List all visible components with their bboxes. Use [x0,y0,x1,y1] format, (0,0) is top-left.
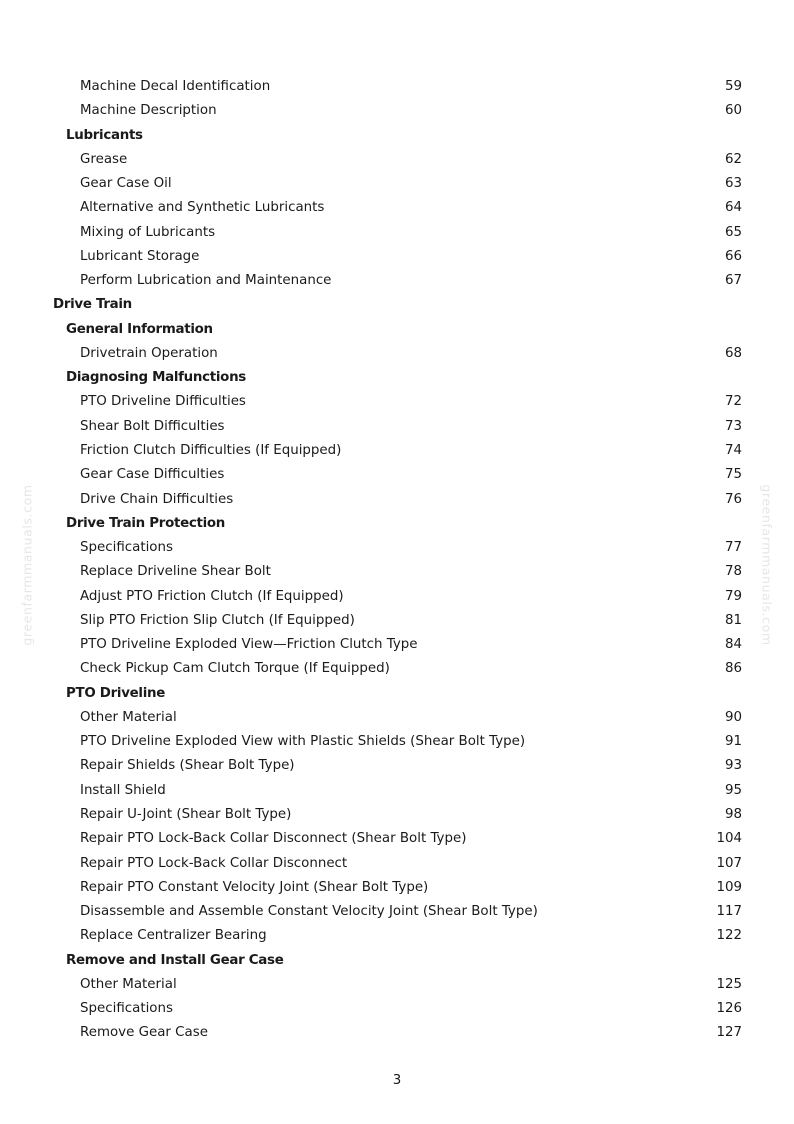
toc-entry[interactable] [0,1021,794,1045]
toc-entry[interactable] [0,827,794,851]
toc-entry-page: 74 [724,442,742,458]
toc-entry-title: Repair Shields (Shear Bolt Type) [80,758,295,774]
toc-entry-page: 66 [724,248,742,264]
toc-entry-page: 117 [716,904,742,920]
toc-entry[interactable] [0,488,794,512]
toc-entry-page: 126 [716,1001,742,1017]
toc-entry-title: Machine Description [80,103,217,119]
toc-entry[interactable] [0,269,794,293]
toc-entry-title: Lubricants [66,127,143,143]
toc-section-heading[interactable] [0,512,794,536]
table-of-contents [0,75,794,1046]
toc-entry-page: 84 [724,637,742,653]
toc-entry-page: 78 [724,564,742,580]
toc-entry-title: Install Shield [80,782,166,798]
toc-entry[interactable] [0,997,794,1021]
toc-entry[interactable] [0,172,794,196]
toc-entry[interactable] [0,439,794,463]
toc-entry-page: 79 [724,588,742,604]
toc-entry[interactable] [0,245,794,269]
toc-entry[interactable] [0,754,794,778]
toc-entry-title: Perform Lubrication and Maintenance [80,273,332,289]
toc-entry-page: 93 [724,758,742,774]
toc-entry-title: Drive Chain Difficulties [80,491,234,507]
toc-entry-page: 67 [724,273,742,289]
toc-entry-page: 125 [716,976,742,992]
toc-entry-title: Slip PTO Friction Slip Clutch (If Equipped) [80,612,355,628]
toc-entry-title: Grease [80,151,128,167]
toc-entry-title: Other Material [80,976,177,992]
toc-entry-page: 91 [724,734,742,750]
toc-entry[interactable] [0,148,794,172]
toc-entry-page: 72 [724,394,742,410]
toc-entry-title: Drive Train [53,297,132,313]
toc-entry-title: Machine Decal Identification [80,79,271,94]
toc-entry-title: Replace Centralizer Bearing [80,928,267,944]
toc-entry-title: Disassemble and Assemble Constant Velocity Joint (Shear Bolt Type) [80,904,538,920]
toc-entry-page: 107 [716,855,742,871]
toc-entry-title: Mixing of Lubricants [80,224,216,240]
toc-entry[interactable] [0,852,794,876]
toc-entry[interactable] [0,876,794,900]
toc-entry-title: PTO Driveline Difficulties [80,394,246,410]
toc-entry-title: Specifications [80,1001,173,1017]
toc-entry-page: 98 [724,806,742,822]
page-number: 3 [392,1073,402,1088]
toc-section-heading[interactable] [0,682,794,706]
toc-entry-title: Adjust PTO Friction Clutch (If Equipped) [80,588,344,604]
toc-entry[interactable] [0,390,794,414]
toc-entry[interactable] [0,536,794,560]
toc-entry-page: 64 [724,200,742,216]
watermark-right: greenfarmmanuals.com [759,484,775,646]
toc-entry-page: 104 [716,831,742,847]
toc-entry[interactable] [0,75,794,99]
toc-entry[interactable] [0,196,794,220]
toc-entry-page: 73 [724,418,742,434]
toc-entry-page: 68 [724,345,742,361]
toc-entry-page: 95 [724,782,742,798]
toc-entry-title: Repair PTO Lock-Back Collar Disconnect (Shear Bolt Type) [80,831,467,847]
toc-entry[interactable] [0,900,794,924]
toc-entry-page: 109 [716,879,742,895]
watermark-left: greenfarmmanuals.com [19,484,35,646]
toc-entry-title: Shear Bolt Difficulties [80,418,225,434]
toc-entry-title: Gear Case Difficulties [80,467,225,483]
toc-entry[interactable] [0,415,794,439]
toc-entry-title: Gear Case Oil [80,176,172,192]
toc-entry-title: Check Pickup Cam Clutch Torque (If Equipped) [80,661,390,677]
toc-entry-page: 75 [724,467,742,483]
toc-entry-page: 81 [724,612,742,628]
toc-entry-title: Other Material [80,709,177,725]
toc-entry[interactable] [0,560,794,584]
toc-entry-page: 122 [716,928,742,944]
toc-entry-page: 127 [716,1025,742,1041]
toc-entry[interactable] [0,342,794,366]
toc-entry-title: Specifications [80,540,173,556]
toc-entry-title: Drivetrain Operation [80,345,218,361]
toc-section-heading[interactable] [0,318,794,342]
toc-entry[interactable] [0,803,794,827]
toc-entry-page: 60 [724,103,742,119]
toc-entry-page: 59 [724,79,742,94]
toc-entry-page: 90 [724,709,742,725]
toc-entry[interactable] [0,706,794,730]
toc-entry-page: 86 [724,661,742,677]
toc-entry-page: 63 [724,176,742,192]
toc-entry-title: Repair PTO Constant Velocity Joint (Shear Bolt Type) [80,879,429,895]
toc-entry-title: Drive Train Protection [66,515,226,531]
toc-entry-title: PTO Driveline Exploded View—Friction Clutch Type [80,637,418,653]
toc-entry[interactable] [0,633,794,657]
toc-section-heading[interactable] [0,366,794,390]
toc-entry[interactable] [0,463,794,487]
toc-section-heading[interactable] [0,293,794,317]
toc-entry-title: PTO Driveline Exploded View with Plastic Shields (Shear Bolt Type) [80,734,526,750]
toc-entry-page: 76 [724,491,742,507]
toc-entry-title: PTO Driveline [66,685,166,701]
toc-entry[interactable] [0,609,794,633]
toc-entry-title: Friction Clutch Difficulties (If Equipped) [80,442,342,458]
toc-entry[interactable] [0,973,794,997]
toc-entry-title: General Information [66,321,213,337]
toc-section-heading[interactable] [0,949,794,973]
toc-entry[interactable] [0,779,794,803]
toc-entry-title: Remove Gear Case [80,1025,208,1041]
toc-entry-title: Alternative and Synthetic Lubricants [80,200,325,216]
toc-entry[interactable] [0,924,794,948]
toc-entry-title: Repair U-Joint (Shear Bolt Type) [80,806,292,822]
toc-entry[interactable] [0,221,794,245]
toc-entry-title: Repair PTO Lock-Back Collar Disconnect [80,855,348,871]
toc-entry[interactable] [0,585,794,609]
toc-entry-title: Diagnosing Malfunctions [66,370,246,386]
toc-entry[interactable] [0,99,794,123]
toc-entry-title: Replace Driveline Shear Bolt [80,564,271,580]
toc-entry-title: Lubricant Storage [80,248,200,264]
toc-entry-page: 65 [724,224,742,240]
toc-entry-title: Remove and Install Gear Case [66,952,284,968]
toc-section-heading[interactable] [0,124,794,148]
toc-entry-page: 77 [724,540,742,556]
toc-entry[interactable] [0,730,794,754]
toc-entry-page: 62 [724,151,742,167]
toc-entry[interactable] [0,657,794,681]
